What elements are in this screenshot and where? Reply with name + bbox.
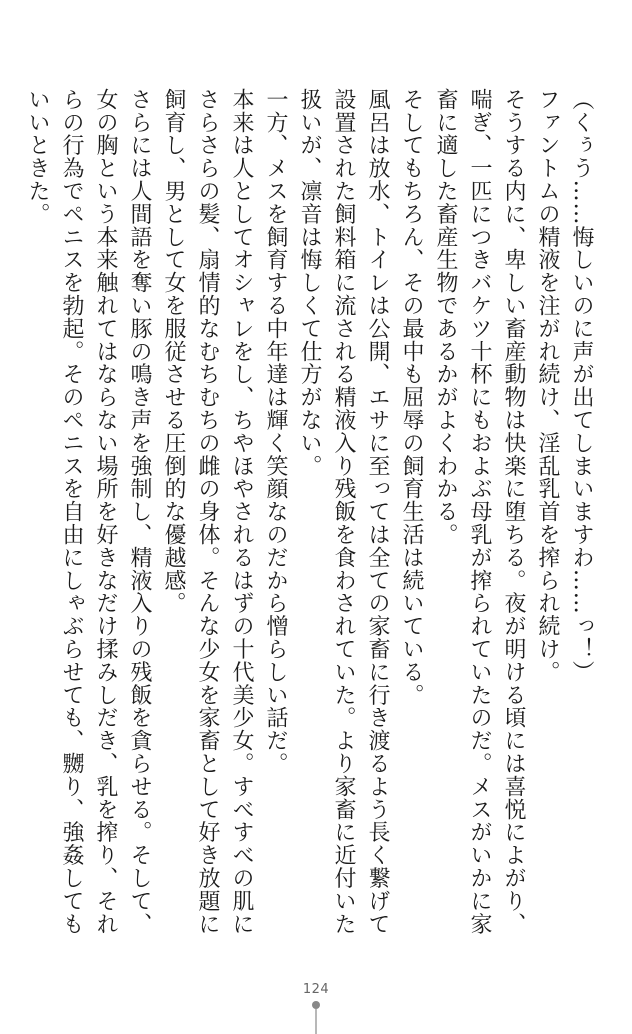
paragraph-5: 風呂は放水、トイレは公開、エサに至っては全ての家畜に行き渡るよう長く繋げて設置された飼料箱に流される精液入り残飯を食わされていた。より家畜に近付いた扱いが、凛音は悔しくて仕方がない。 (297, 88, 390, 936)
paragraph-8: さらには人間語を奪い豚の鳴き声を強制し、精液入りの残飯を貪らせる。そして、女の胸という本来触れてはならない場所を好きなだけ揉みしだき、乳を搾り、それらの行為でペニスを勃起。そのペニスを自由にしゃぶらせても、嬲り、強姦してもいいときた。 (25, 88, 152, 936)
vertical-text-body (25, 88, 598, 948)
page-number: 124 (302, 982, 330, 997)
paragraph-1: （くぅう……悔しいのに声が出てしまいますわ……っ！） (569, 88, 594, 684)
paragraph-4: そしてもちろん、その最中も屈辱の飼育生活は続いている。 (399, 88, 424, 707)
page-marker-icon (311, 999, 321, 1034)
paragraph-2: ファントムの精液を注がれ続け、淫乱乳首を搾られ続け。 (535, 88, 560, 684)
paragraph-3: そうする内に、卑しい畜産動物は快楽に堕ちる。夜が明ける頃には喜悦によがり、喘ぎ、一匹につきバケツ十杯にもおよぶ母乳が搾られていたのだ。メスがいかに家畜に適した畜産生物であるかがよくわかる。 (433, 88, 526, 936)
paragraph-6: 一方、メスを飼育する中年達は輝く笑顔なのだから憎らしい話だ。 (263, 88, 288, 775)
paragraph-7: 本来は人としてオシャレをし、ちやほやされるはずの十代美少女。すべすべの肌にさらさらの髪、扇情的なむちむちの雌の身体。そんな少女を家畜として好き放題に飼育し、男として女を服従させる圧倒的な優越感。 (161, 88, 254, 936)
